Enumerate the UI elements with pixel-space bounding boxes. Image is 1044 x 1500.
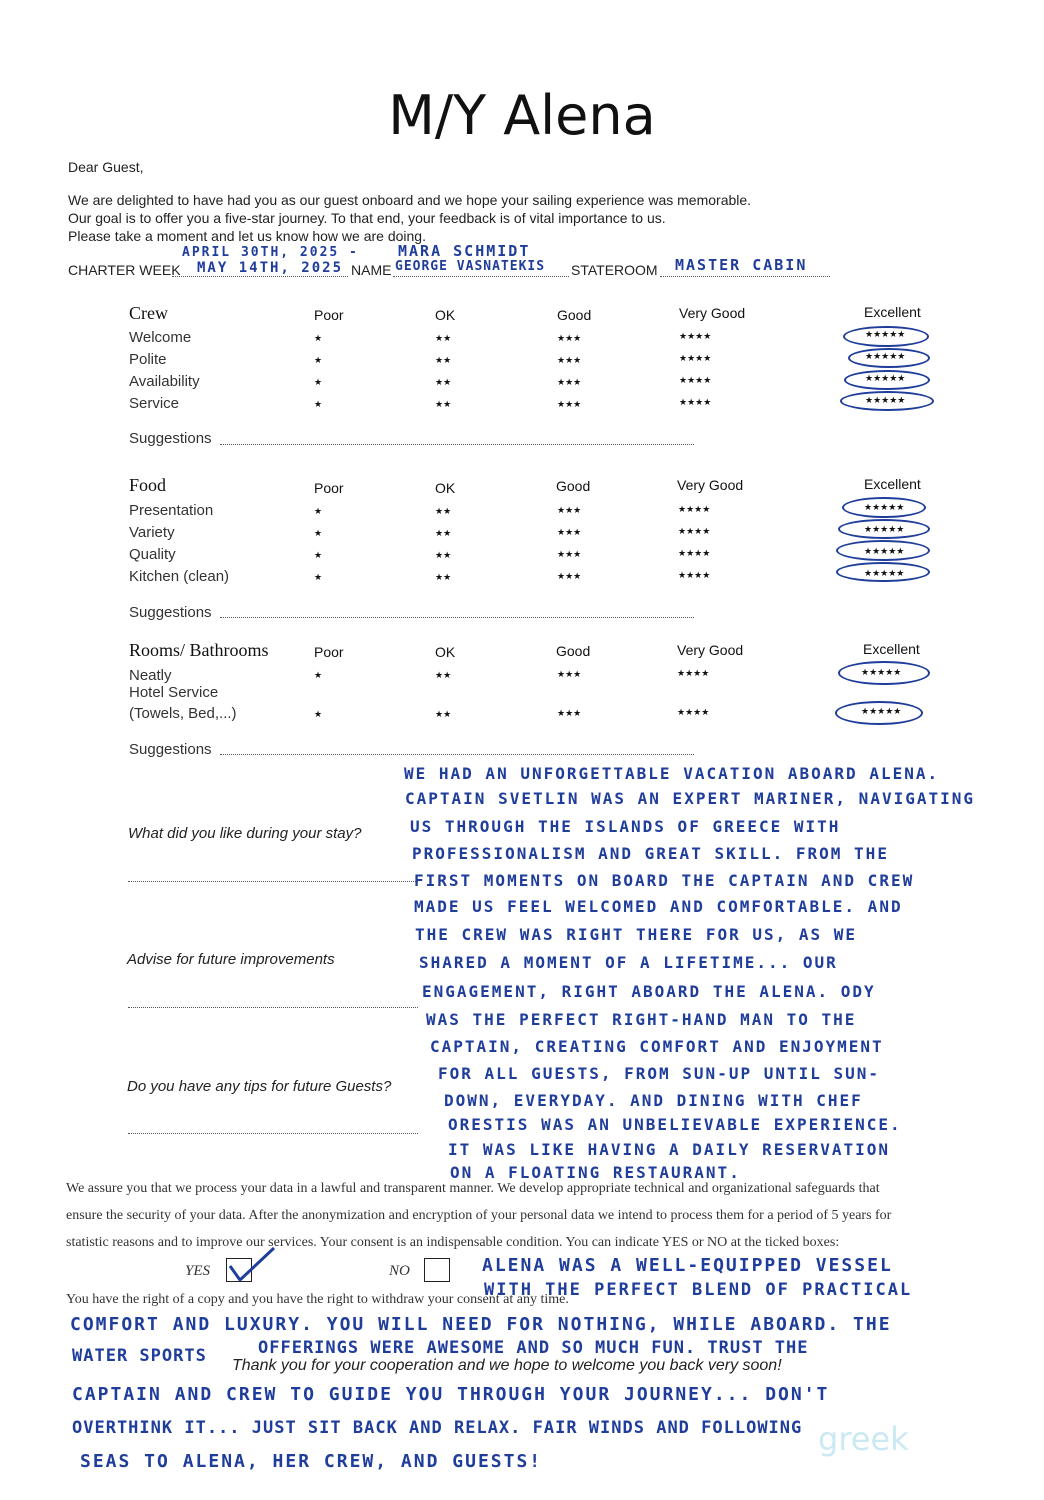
tips-line: WATER SPORTS — [72, 1346, 207, 1366]
tips-line: ALENA WAS A WELL-EQUIPPED VESSEL — [482, 1255, 893, 1276]
rooms-col-good: Good — [556, 643, 591, 659]
star-2: ★★ — [435, 572, 452, 582]
review-line: WE HAD AN UNFORGETTABLE VACATION ABOARD ALENA. — [404, 764, 940, 783]
charter-week-line — [172, 276, 348, 277]
rooms-section-title: Rooms/ Bathrooms — [129, 640, 269, 660]
food-item-quality: Quality — [129, 546, 176, 563]
question-tips: Do you have any tips for future Guests? — [127, 1078, 392, 1095]
star-5: ★★★★★ — [865, 351, 906, 361]
food-item-presentation: Presentation — [129, 502, 214, 519]
review-line: FIRST MOMENTS ON BOARD THE CAPTAIN AND CREW — [414, 871, 915, 890]
charter-week-to: MAY 14TH, 2025 — [197, 260, 344, 276]
tips-line: OVERTHINK IT... JUST SIT BACK AND RELAX. FAIR WINDS AND FOLLOWING — [72, 1418, 803, 1438]
star-1: ★ — [314, 399, 323, 409]
star-5: ★★★★★ — [865, 329, 906, 339]
star-5: ★★★★★ — [865, 395, 906, 405]
star-2: ★★ — [435, 670, 452, 680]
excellent-circle — [843, 326, 929, 347]
charter-week-label: CHARTER WEEK — [68, 262, 181, 278]
tips-line: COMFORT AND LUXURY. YOU WILL NEED FOR NOTHING, WHILE ABOARD. THE — [70, 1314, 892, 1335]
question-liked: What did you like during your stay? — [128, 825, 362, 842]
legal-line-3: statistic reasons and to improve our services. Your consent is an indispensable condition. You can indicate YES or NO at the ticked boxes: — [66, 1235, 840, 1250]
rooms-suggestions-label: Suggestions — [129, 741, 212, 758]
review-line: ENGAGEMENT, RIGHT ABOARD THE ALENA. ODY — [422, 982, 876, 1001]
star-5: ★★★★★ — [864, 546, 905, 556]
crew-suggestions-line[interactable] — [220, 444, 694, 445]
star-1: ★ — [314, 572, 323, 582]
crew-item-polite: Polite — [129, 351, 167, 368]
review-line: MADE US FEEL WELCOMED AND COMFORTABLE. AND — [414, 897, 903, 916]
rooms-col-excellent: Excellent — [863, 641, 920, 657]
excellent-circle — [840, 391, 934, 411]
rooms-item-neatly: Neatly — [129, 667, 172, 684]
consent-no-label: NO — [389, 1263, 410, 1279]
guest-name-2: GEORGE VASNATEKIS — [395, 259, 546, 274]
excellent-circle — [848, 348, 930, 368]
star-1: ★ — [314, 333, 323, 343]
star-4: ★★★★ — [678, 526, 711, 536]
crew-item-welcome: Welcome — [129, 329, 192, 346]
rooms-item-hotel-service: Hotel Service — [129, 684, 219, 701]
legal-line-2: ensure the security of your data. After the anonymization and encryption of your personal data we intend to process them for a period of 5 years for — [66, 1208, 892, 1223]
review-line: SHARED A MOMENT OF A LIFETIME... OUR — [419, 953, 838, 972]
rooms-suggestions-line[interactable] — [220, 754, 694, 755]
name-label: NAME — [351, 262, 392, 278]
star-3: ★★★ — [557, 527, 582, 537]
consent-no-checkbox[interactable] — [424, 1258, 450, 1282]
star-2: ★★ — [435, 355, 452, 365]
checkmark-icon — [224, 1244, 284, 1286]
star-2: ★★ — [435, 506, 452, 516]
star-2: ★★ — [435, 550, 452, 560]
excellent-circle — [844, 370, 930, 390]
food-col-very-good: Very Good — [677, 477, 744, 493]
review-line: CAPTAIN SVETLIN WAS AN EXPERT MARINER, NAVIGATING — [405, 789, 976, 808]
crew-item-availability: Availability — [129, 373, 200, 390]
food-col-poor: Poor — [314, 480, 344, 496]
stateroom-line — [660, 276, 830, 277]
review-line: WAS THE PERFECT RIGHT-HAND MAN TO THE — [426, 1010, 857, 1029]
star-5: ★★★★★ — [864, 502, 905, 512]
review-line: US THROUGH THE ISLANDS OF GREECE WITH — [410, 817, 841, 836]
review-line: ORESTIS WAS AN UNBELIEVABLE EXPERIENCE. — [448, 1115, 902, 1134]
star-3: ★★★ — [557, 669, 582, 679]
star-3: ★★★ — [557, 571, 582, 581]
rooms-col-ok: OK — [435, 644, 456, 660]
crew-col-excellent: Excellent — [864, 304, 921, 320]
charter-week-from: APRIL 30TH, 2025 - — [182, 245, 359, 260]
crew-suggestions-label: Suggestions — [129, 430, 212, 447]
star-3: ★★★ — [557, 505, 582, 515]
star-1: ★ — [314, 550, 323, 560]
star-5: ★★★★★ — [861, 706, 902, 716]
excellent-circle — [838, 519, 930, 539]
food-col-ok: OK — [435, 480, 456, 496]
tips-line: SEAS TO ALENA, HER CREW, AND GUESTS! — [80, 1451, 543, 1472]
question-advise: Advise for future improvements — [127, 951, 335, 968]
guest-name-1: MARA SCHMIDT — [398, 242, 531, 260]
intro-line-3: Please take a moment and let us know how we are doing. — [68, 228, 426, 244]
tips-line: WITH THE PERFECT BLEND OF PRACTICAL — [484, 1280, 913, 1300]
star-3: ★★★ — [557, 333, 582, 343]
excellent-circle — [838, 661, 930, 685]
star-4: ★★★★ — [679, 353, 712, 363]
star-5: ★★★★★ — [864, 568, 905, 578]
consent-yes-label: YES — [185, 1263, 211, 1279]
review-line: PROFESSIONALISM AND GREAT SKILL. FROM THE — [412, 844, 889, 863]
tips-line: OFFERINGS WERE AWESOME AND SO MUCH FUN. TRUST THE — [258, 1338, 809, 1358]
star-3: ★★★ — [557, 708, 582, 718]
legal-line-1: We assure you that we process your data in a lawful and transparent manner. We develop appropriate technical and organizational safeguards that — [66, 1181, 880, 1196]
star-3: ★★★ — [557, 549, 582, 559]
star-3: ★★★ — [557, 377, 582, 387]
star-2: ★★ — [435, 528, 452, 538]
food-item-kitchen: Kitchen (clean) — [129, 568, 230, 585]
star-2: ★★ — [435, 333, 452, 343]
star-4: ★★★★ — [679, 331, 712, 341]
star-5: ★★★★★ — [861, 667, 902, 677]
food-col-good: Good — [556, 478, 591, 494]
tips-line: CAPTAIN AND CREW TO GUIDE YOU THROUGH YOUR JOURNEY... DON'T — [72, 1384, 830, 1405]
excellent-circle — [842, 497, 926, 518]
star-1: ★ — [314, 355, 323, 365]
star-2: ★★ — [435, 709, 452, 719]
question-tips-line[interactable] — [128, 1133, 418, 1134]
stateroom-label: STATEROOM — [571, 262, 658, 278]
rooms-col-poor: Poor — [314, 644, 344, 660]
food-suggestions-line[interactable] — [220, 617, 694, 618]
star-1: ★ — [314, 709, 323, 719]
crew-col-poor: Poor — [314, 307, 344, 323]
crew-section-title: Crew — [129, 303, 168, 323]
food-section-title: Food — [129, 475, 167, 495]
star-5: ★★★★★ — [865, 373, 906, 383]
star-4: ★★★★ — [679, 397, 712, 407]
name-line — [393, 276, 569, 277]
watermark-logo: greek — [818, 1420, 909, 1458]
star-4: ★★★★ — [679, 375, 712, 385]
intro-line-1: We are delighted to have had you as our guest onboard and we hope your sailing experience was memorable. — [68, 192, 752, 208]
review-line: DOWN, EVERYDAY. AND DINING WITH CHEF — [444, 1091, 863, 1110]
star-3: ★★★ — [557, 355, 582, 365]
star-3: ★★★ — [557, 399, 582, 409]
star-1: ★ — [314, 377, 323, 387]
review-line: THE CREW WAS RIGHT THERE FOR US, AS WE — [415, 925, 858, 944]
star-1: ★ — [314, 528, 323, 538]
star-4: ★★★★ — [678, 548, 711, 558]
consent-rights-text: You have the right of a copy and you have the right to withdraw your consent at any time. — [66, 1292, 569, 1307]
stateroom-value: MASTER CABIN — [675, 256, 808, 274]
crew-col-good: Good — [557, 307, 592, 323]
page-title: M/Y Alena — [388, 84, 656, 147]
food-col-excellent: Excellent — [864, 476, 921, 492]
crew-col-very-good: Very Good — [679, 305, 746, 321]
review-line: FOR ALL GUESTS, FROM SUN-UP UNTIL SUN- — [438, 1064, 881, 1083]
star-4: ★★★★ — [677, 668, 710, 678]
food-suggestions-label: Suggestions — [129, 604, 212, 621]
excellent-circle — [836, 540, 930, 561]
review-line: ON A FLOATING RESTAURANT. — [450, 1163, 741, 1182]
star-1: ★ — [314, 670, 323, 680]
excellent-circle — [836, 562, 930, 582]
rooms-item-towels: (Towels, Bed,...) — [129, 705, 237, 722]
crew-col-ok: OK — [435, 307, 456, 323]
star-2: ★★ — [435, 399, 452, 409]
crew-item-service: Service — [129, 395, 180, 412]
thank-you-text: Thank you for your cooperation and we hope to welcome you back very soon! — [232, 1357, 782, 1374]
star-2: ★★ — [435, 377, 452, 387]
star-4: ★★★★ — [678, 570, 711, 580]
review-line: IT WAS LIKE HAVING A DAILY RESERVATION — [448, 1140, 891, 1159]
question-liked-line[interactable] — [128, 881, 418, 882]
greeting: Dear Guest, — [68, 159, 144, 175]
star-5: ★★★★★ — [864, 524, 905, 534]
intro-line-2: Our goal is to offer you a five-star journey. To that end, your feedback is of vital importance to us. — [68, 210, 666, 226]
excellent-circle — [835, 701, 923, 725]
star-4: ★★★★ — [677, 707, 710, 717]
star-1: ★ — [314, 506, 323, 516]
food-item-variety: Variety — [129, 524, 175, 541]
star-4: ★★★★ — [678, 504, 711, 514]
question-advise-line[interactable] — [128, 1007, 418, 1008]
review-line: CAPTAIN, CREATING COMFORT AND ENJOYMENT — [430, 1037, 884, 1056]
rooms-col-very-good: Very Good — [677, 642, 744, 658]
